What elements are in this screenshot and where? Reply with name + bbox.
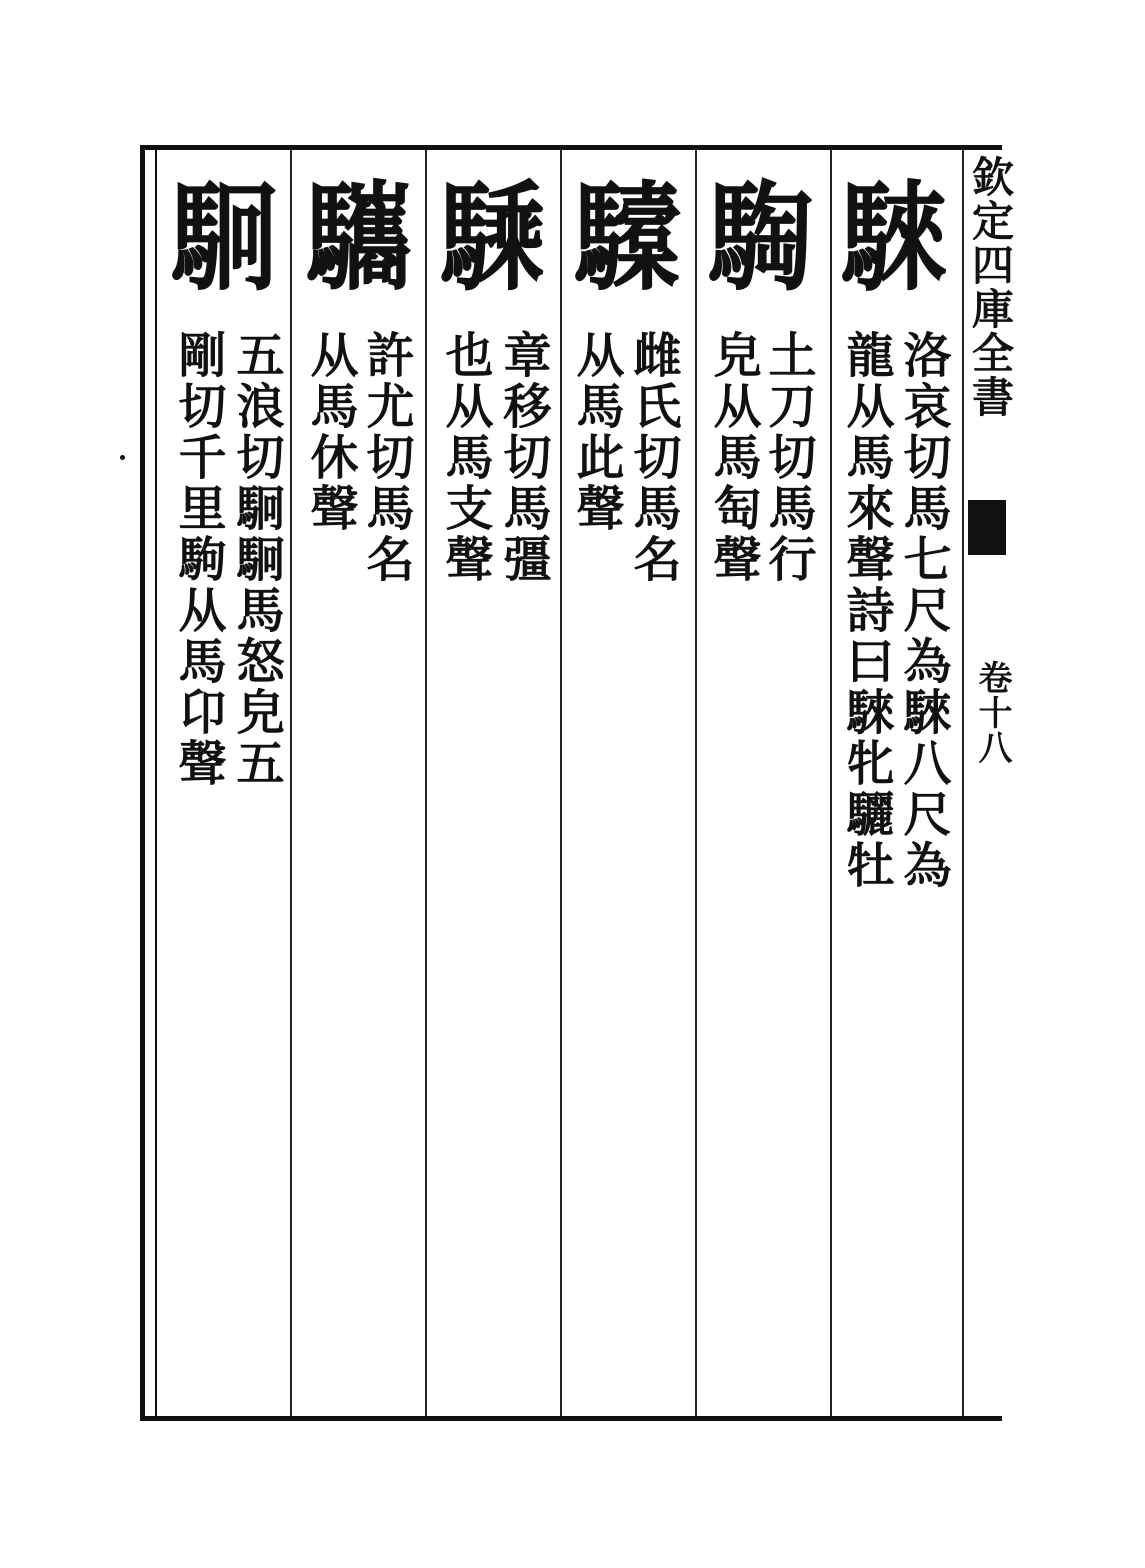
gloss-line: 从馬休聲: [302, 330, 358, 534]
book-title: 欽定四庫全書: [966, 155, 1015, 419]
seal-character: 駉: [170, 167, 278, 307]
gloss-line: 从馬此聲: [568, 330, 624, 534]
column-rule: [425, 150, 427, 1416]
gloss-line: 許尤切馬名: [358, 330, 414, 585]
seal-character: 騬: [438, 167, 546, 307]
fish-tail-mark: [968, 500, 1006, 555]
seal-character: 驨: [305, 167, 413, 307]
ink-speck: [120, 455, 125, 460]
seal-character: 騋: [840, 167, 948, 307]
volume-number: 卷十八: [972, 660, 1012, 765]
gloss-line: 五浪切駉駉馬怒皃五: [228, 330, 284, 789]
seal-character: 驝: [573, 167, 681, 307]
page-inner-border: [155, 145, 157, 1421]
gloss-line: 皃从馬匋聲: [705, 330, 761, 585]
gloss-line: 也从馬支聲: [437, 330, 493, 585]
gloss-line: 章移切馬彊: [495, 330, 551, 585]
gloss-line: 雌氏切馬名: [625, 330, 681, 585]
gloss-line: 土刀切馬行: [760, 330, 816, 585]
gloss-line: 剛切千里駒从馬卬聲: [170, 330, 226, 789]
gloss-line: 洛哀切馬七尺為騋八尺為: [895, 330, 951, 891]
column-rule: [830, 150, 832, 1416]
column-rule: [695, 150, 697, 1416]
gloss-line: 龍从馬來聲詩曰騋牝驪牡: [838, 330, 894, 891]
column-rule: [560, 150, 562, 1416]
seal-character: 騊: [707, 167, 815, 307]
column-rule: [290, 150, 292, 1416]
